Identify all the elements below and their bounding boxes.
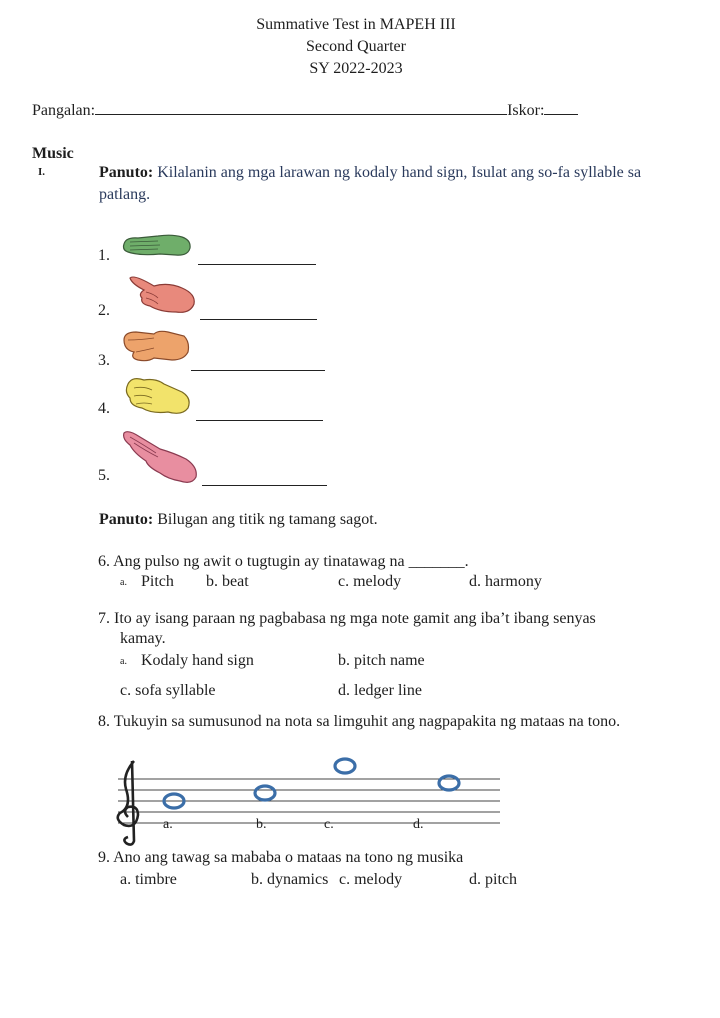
answer-blank-5[interactable] <box>202 484 327 486</box>
item-2-number: 2. <box>98 302 110 319</box>
question-8: 8. Tukuyin sa sumusunod na nota sa limguhit ang nagpapakita ng mataas na tono. <box>98 713 621 730</box>
q7-option-b[interactable]: b. pitch name <box>338 652 425 669</box>
item-4-number: 4. <box>98 400 110 417</box>
note-label-b[interactable]: b. <box>256 817 267 832</box>
answer-blank-1[interactable] <box>198 263 316 265</box>
q6-option-d[interactable]: d. harmony <box>469 573 542 590</box>
name-blank[interactable] <box>95 113 507 115</box>
q9-option-a[interactable]: a. timbre <box>120 871 177 888</box>
note-label-a[interactable]: a. <box>163 817 173 832</box>
answer-blank-2[interactable] <box>200 318 317 320</box>
directions-1-label: Panuto: <box>99 164 154 181</box>
q9-option-b[interactable]: b. dynamics <box>251 871 329 888</box>
hand-sign-1-image <box>120 230 192 260</box>
q6-option-b[interactable]: b. beat <box>206 573 249 590</box>
question-7-cont: kamay. <box>120 630 166 647</box>
hand-sign-3-image <box>120 326 192 366</box>
note-d <box>439 776 459 790</box>
q6-option-a-letter: a. <box>120 577 127 588</box>
test-header <box>0 14 712 80</box>
hand-sign-5-image <box>120 427 202 485</box>
q7-option-a[interactable]: Kodaly hand sign <box>141 652 254 669</box>
music-staff <box>112 755 512 855</box>
answer-blank-3[interactable] <box>191 369 325 371</box>
name-score-line <box>32 102 578 120</box>
score-blank[interactable] <box>544 113 578 115</box>
note-b <box>255 786 275 800</box>
directions-2-label: Panuto: <box>99 511 154 528</box>
directions-1-text: Kilalanin ang mga larawan ng kodaly hand sign, Isulat ang so-fa syllable sa <box>157 164 642 181</box>
q7-option-a-letter: a. <box>120 656 127 667</box>
hand-sign-4-image <box>122 374 194 416</box>
q6-option-a[interactable]: Pitch <box>141 573 174 590</box>
question-6: 6. Ang pulso ng awit o tugtugin ay tinatawag na _______. <box>98 553 469 570</box>
directions-2-text: Bilugan ang titik ng tamang sagot. <box>157 511 378 528</box>
note-label-d[interactable]: d. <box>413 817 424 832</box>
hand-sign-2-image <box>124 272 200 316</box>
school-year: SY 2022-2023 <box>309 60 403 77</box>
note-c <box>335 759 355 773</box>
directions-2 <box>99 511 378 529</box>
test-title: Summative Test in MAPEH III <box>256 16 456 33</box>
test-quarter: Second Quarter <box>306 38 406 55</box>
name-label: Pangalan: <box>32 102 96 119</box>
q7-option-d[interactable]: d. ledger line <box>338 682 422 699</box>
treble-clef-icon <box>118 761 138 845</box>
roman-numeral: I. <box>38 166 46 178</box>
score-label: Iskor: <box>507 102 545 119</box>
section-title: Music <box>32 145 74 162</box>
item-5-number: 5. <box>98 467 110 484</box>
note-label-c[interactable]: c. <box>324 817 334 832</box>
directions-1 <box>99 164 641 182</box>
q9-option-d[interactable]: d. pitch <box>469 871 517 888</box>
q6-option-c[interactable]: c. melody <box>338 573 402 590</box>
item-1-number: 1. <box>98 247 110 264</box>
question-7: 7. Ito ay isang paraan ng pagbabasa ng mga note gamit ang iba’t ibang senyas <box>98 610 596 627</box>
question-9: 9. Ano ang tawag sa mababa o mataas na tono ng musika <box>98 849 464 866</box>
answer-blank-4[interactable] <box>196 419 323 421</box>
directions-1-text-cont: patlang. <box>99 186 151 203</box>
item-3-number: 3. <box>98 352 110 369</box>
q9-option-c[interactable]: c. melody <box>339 871 403 888</box>
q7-option-c[interactable]: c. sofa syllable <box>120 682 216 699</box>
